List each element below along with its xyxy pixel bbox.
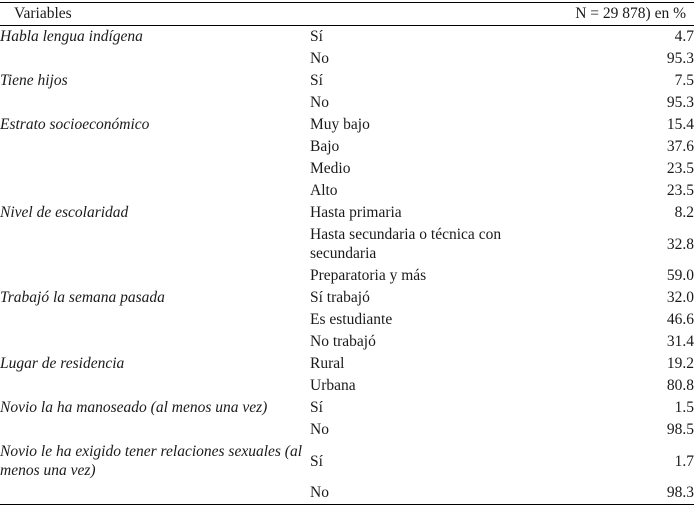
- table-row: [0, 202, 694, 224]
- category-cell: Urbana: [310, 377, 356, 394]
- variable-cell: Novio le ha exigido tener relaciones sexuales (al menos una vez): [0, 443, 303, 479]
- percentage-cell: 1.5: [674, 399, 694, 416]
- table-row: [0, 224, 694, 265]
- category-cell: Sí: [310, 399, 323, 416]
- category-cell: Muy bajo: [310, 116, 370, 133]
- table-row: [0, 114, 694, 136]
- category-cell: Alto: [310, 182, 338, 199]
- variable-cell: Trabajó la semana pasada: [0, 289, 165, 306]
- variable-cell: [0, 136, 310, 158]
- variable-cell: [0, 331, 310, 353]
- percentage-cell: 32.0: [666, 289, 694, 306]
- category-cell: Sí: [310, 452, 323, 470]
- table-row: [0, 419, 694, 441]
- category-cell: Es estudiante: [310, 311, 393, 328]
- table-row: [0, 180, 694, 202]
- percentage-cell: 7.5: [674, 72, 694, 89]
- table-row: [0, 92, 694, 114]
- variables-header: Variables: [0, 3, 310, 26]
- category-cell: Sí trabajó: [310, 289, 370, 306]
- table-body: [0, 26, 694, 505]
- variable-cell: Nivel de escolaridad: [0, 204, 129, 221]
- category-cell: No: [310, 421, 329, 438]
- table-row: [0, 48, 694, 70]
- table-row: [0, 482, 694, 505]
- table-row: [0, 397, 694, 419]
- category-cell: Hasta secundaria o técnica con secundaria: [310, 226, 502, 262]
- variable-cell: [0, 180, 310, 202]
- category-cell: Sí: [310, 28, 323, 45]
- table-row: [0, 158, 694, 180]
- percentage-cell: 95.3: [666, 94, 694, 111]
- variable-cell: [0, 419, 310, 441]
- table-row: [0, 353, 694, 375]
- category-cell: Rural: [310, 355, 345, 372]
- table-row: [0, 287, 694, 309]
- table-row: [0, 70, 694, 92]
- table-row: [0, 265, 694, 287]
- statistics-table: [0, 2, 694, 505]
- variable-cell: Novio la ha manoseado (al menos una vez): [0, 399, 268, 416]
- percentage-cell: 4.7: [674, 28, 694, 45]
- variable-cell: [0, 158, 310, 180]
- percentage-cell: 23.5: [666, 160, 694, 177]
- percentage-cell: 37.6: [666, 138, 694, 155]
- category-cell: No trabajó: [310, 333, 376, 350]
- table-row: [0, 331, 694, 353]
- percentage-cell: 19.2: [666, 355, 694, 372]
- variable-cell: [0, 224, 310, 265]
- percentage-cell: 80.8: [666, 377, 694, 394]
- variable-cell: [0, 48, 310, 70]
- categories-header: [310, 3, 530, 26]
- category-cell: Sí: [310, 72, 323, 89]
- category-cell: Preparatoria y más: [310, 267, 427, 284]
- variable-cell: [0, 375, 310, 397]
- percentage-cell: 15.4: [666, 116, 694, 133]
- category-cell: Bajo: [310, 138, 340, 155]
- table-header-row: [0, 3, 694, 26]
- category-cell: No: [310, 94, 329, 111]
- variable-cell: [0, 309, 310, 331]
- percentage-cell: 1.7: [674, 452, 694, 470]
- variable-cell: [0, 482, 310, 505]
- sample-size-header: N = 29 878) en %: [530, 3, 694, 26]
- percentage-cell: 31.4: [666, 333, 694, 350]
- variable-cell: Tiene hijos: [0, 72, 68, 89]
- percentage-cell: 8.2: [674, 204, 694, 221]
- percentage-cell: 46.6: [666, 311, 694, 328]
- table-row: [0, 375, 694, 397]
- percentage-cell: 98.3: [530, 482, 694, 505]
- variable-cell: Estrato socioeconómico: [0, 116, 150, 133]
- percentage-cell: 59.0: [666, 267, 694, 284]
- percentage-cell: 23.5: [666, 182, 694, 199]
- category-cell: No: [310, 482, 530, 505]
- variable-cell: Lugar de residencia: [0, 355, 125, 372]
- percentage-cell: 95.3: [666, 50, 694, 67]
- table-row: [0, 26, 694, 49]
- variable-cell: [0, 92, 310, 114]
- percentage-cell: 98.5: [666, 421, 694, 438]
- category-cell: Hasta primaria: [310, 204, 402, 221]
- percentage-cell: 32.8: [666, 235, 694, 253]
- variable-cell: Habla lengua indígena: [0, 28, 143, 45]
- category-cell: No: [310, 50, 329, 67]
- variable-cell: [0, 265, 310, 287]
- table-row: [0, 136, 694, 158]
- table-row: [0, 309, 694, 331]
- table-row: [0, 441, 694, 482]
- category-cell: Medio: [310, 160, 351, 177]
